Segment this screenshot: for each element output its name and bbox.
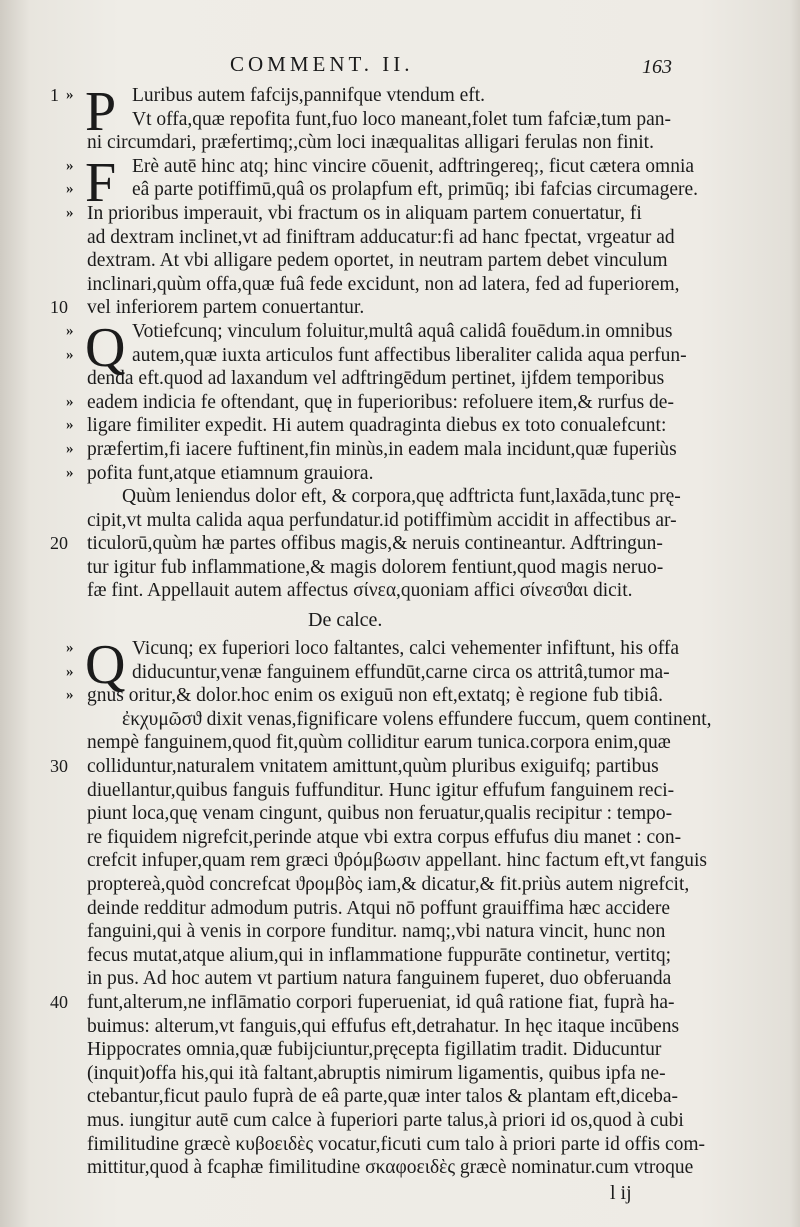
line-number: 40 [50,991,68,1012]
text-line [50,967,690,991]
text-line [50,226,690,250]
line-text: mittitur,quod à fcaphæ fimilitudine σκαφοειδὲς græcè nominatur.cum vtroque [87,1157,694,1179]
line-text: piunt loca,quę venam cingunt, quibus non feruatur,qualis recipitur : tempo- [87,803,673,825]
line-text: tur igitur fub inflammatione,& magis dolorem fentiunt,quod magis neruo- [87,556,664,578]
text-line [50,1015,690,1039]
line-text: mus. iungitur autē cum calce à fuperiori parte talus,à priori id os,quod à cubi [87,1109,684,1131]
line-text: eâ parte potiffimū,quâ os prolapfum eft, primūq; ibi fafcias circumagere. [132,179,699,201]
line-number: 20 [50,533,68,554]
line-text: colliduntur,naturalem vnitatem amittunt,quùm pluribus exiguifq; partibus [87,756,659,778]
text-line [50,367,690,391]
text-line [50,731,690,755]
line-text: gnus oritur,& dolor.hoc enim os exiguū non eft,extatq; è regione fub tibiâ. [87,685,663,707]
line-text: fæ fint. Appellauit autem affectus σίνεα,quoniam affici σίνεσϑαι dicit. [87,580,633,602]
text-line [50,1038,690,1062]
line-text: Quùm leniendus dolor eft, & corpora,quę adftricta funt,laxāda,tunc prę- [122,486,681,508]
drop-capital: F [85,151,117,214]
text-line [50,532,690,556]
text-line [50,273,690,297]
line-text: Erè autē hinc atq; hinc vincire cōuenit, adftringereq;, ficut cætera omnia [132,155,695,177]
text-line [50,708,712,732]
line-text: nempè fanguinem,quod fit,quùm colliditur earum tunica.corpora enim,quæ [87,732,671,754]
line-text: eadem indicia fe oftendant, quę in fuperioribus: refoluere item,& rurfus de- [87,391,674,413]
text-line [50,509,690,533]
line-text: ni circumdari, præfertimq;,cùm loci inæqualitas alligari ferulas non finit. [87,132,654,154]
line-text: dextram. At vbi alligare pedem oportet, in neutram partem debet vinculum [87,250,668,272]
text-line [50,296,690,320]
quotation-mark: » [66,204,74,221]
line-text: cipit,vt multa calida aqua perfundatur.id potiffimùm accidit in affectibus ar- [87,509,677,531]
line-text: (inquit)offa his,qui ità faltant,abruptis nimirum ligamentis, quibus ipfa ne- [87,1062,666,1084]
drop-capital: P [85,81,117,143]
line-text: funt,alterum,ne inflāmatio corpori fuperueniat, id quâ ratione fiat, fuprà ha- [87,991,675,1013]
line-text: fanguini,qui à venis in corpore funditur. namq;,vbi natura vincit, hunc non [87,921,666,943]
text-line [50,779,690,803]
signature-mark [50,1180,690,1206]
paragraph-heel [50,634,712,1180]
quotation-mark: » [66,346,74,363]
text-line [50,414,690,438]
text-line [50,108,690,132]
line-text: buimus: alterum,vt fanguis,qui effufus eft,detrahatur. In hęc itaque incūbens [87,1015,680,1037]
line-text: ctebantur,ficut paulo fuprà de eâ parte,quæ inter talos & plantam eft,diceba- [87,1086,679,1108]
text-line [50,579,690,603]
line-text: ticulorū,quùm hæ partes offibus magis,& neruis contineantur. Adftringun- [87,533,663,555]
text-line [50,873,690,897]
text-line [50,1156,694,1180]
line-text: Vt offa,quæ repofita funt,fuo loco maneant,folet tum fafciæ,tum pan- [132,108,671,130]
line-text: deinde redditur admodum putris. Atqui nō poffunt grauiffima hæc accidere [87,897,671,919]
line-text: autem,quæ iuxta articulos funt affectibus liberaliter calida aqua perfun- [132,344,687,366]
line-text: Luribus autem fafcijs,pannifque vtendum eft. [132,85,486,106]
text-line [50,944,690,968]
paragraph-loosening [50,316,690,603]
text-line [50,684,690,708]
running-head: COMMENT. II. [230,52,414,76]
line-text: ad dextram inclinet,vt ad finiftram adducatur:fi ad hanc fpectat, vrgeatur ad [87,226,675,248]
line-text: re fiquidem nigrefcit,perinde atque vbi extra corpus effufus diu manet : con- [87,826,682,848]
line-text: In prioribus imperauit, vbi fractum os in aliquam partem conuertatur, fi [87,202,642,224]
text-line [50,485,690,509]
quotation-mark: » [66,440,74,457]
quotation-mark: » [66,663,74,680]
line-text: ligare fimiliter expedit. Hi autem quadraginta diebus ex toto conualefcunt: [87,415,667,437]
line-text: Hippocrates omnia,quæ fubijciuntur,pręcepta figillatim tradit. Diducuntur [87,1039,662,1061]
catchword: l ij [610,1181,632,1204]
quotation-mark: » [66,157,74,174]
quotation-mark: » [66,87,74,103]
line-text: diducuntur,venæ fanguinem effundūt,carne circa os attritâ,tumor ma- [132,661,670,683]
drop-capital: Q [85,316,126,379]
text-line [50,249,690,273]
text-line [50,556,690,580]
line-text: pofita funt,atque etiamnum grauiora. [87,462,374,484]
text-line [50,849,708,873]
drop-capital: Q [85,634,126,697]
line-number: 1 [50,85,59,105]
quotation-mark: » [66,181,74,198]
line-text: inclinari,quùm offa,quæ fuâ fede excidunt, non ad latera, fed ad fuperiorem, [87,273,680,295]
line-number: 10 [50,297,68,318]
text-line [50,438,690,462]
quotation-mark: » [66,393,74,410]
text-line [50,391,690,415]
line-text: præfertim,fi iacere fuftinent,fin minùs,in eadem mala incidunt,quæ fuperiùs [87,438,677,460]
page-number: 163 [642,56,672,78]
text-line [50,131,690,155]
text-block [50,81,712,1206]
text-line [50,1109,690,1133]
line-text: Vicunq; ex fuperiori loco faltantes, calci vehementer infiftunt, his offa [132,638,679,660]
text-line [50,920,690,944]
line-text: crefcit infuper,quam rem græci ϑρόμβωσιν appellant. hinc factum eft,vt fanguis [87,850,708,872]
text-line [50,991,690,1015]
heading-text: De calce. [308,609,383,632]
line-text: Votiefcunq; vinculum foluitur,multâ aquâ calidâ fouēdum.in omnibus [132,320,673,342]
text-line [50,755,690,779]
line-text: fecus mutat,atque alium,qui in inflammatione fuppurāte continetur, vertitq; [87,944,672,966]
paragraph-binding [50,151,699,320]
text-line [50,1133,706,1157]
text-line [50,1085,690,1109]
text-line [50,1062,690,1086]
line-text: denda eft.quod ad laxandum vel adftringēdum pertinet, ijfdem temporibus [87,368,665,390]
line-text: ἐκχυμῶσϑ dixit venas,fignificare volens effundere fuccum, quem continent, [122,708,712,730]
text-line [50,202,690,226]
line-text: proptereà,quòd concrefcat ϑρομβὸς iam,& dicatur,& fit.priùs autem nigrefcit, [87,874,690,895]
line-text: vel inferiorem partem conuertantur. [87,297,365,319]
text-line [50,462,690,486]
line-text: diuellantur,quibus fanguis fuffunditur. Hunc igitur effufum fanguinem reci- [87,779,675,801]
page-header [0,52,800,82]
line-text: fimilitudine græcè κυβοειδὲς vocatur,ficuti cum talo à priori parte id offis com- [87,1133,706,1155]
quotation-mark: » [66,322,74,339]
section-heading [50,603,690,637]
text-line [50,826,690,850]
text-line [50,344,690,368]
text-line [50,178,699,202]
paragraph-ligatures [50,81,690,155]
text-line [50,802,690,826]
quotation-mark: » [66,464,74,481]
quotation-mark: » [66,687,74,704]
text-line [50,661,690,685]
quotation-mark: » [66,640,74,657]
text-line [50,897,690,921]
line-number: 30 [50,756,68,777]
quotation-mark: » [66,417,74,434]
line-text: in pus. Ad hoc autem vt partium natura fanguinem fuperet, duo obferuanda [87,968,672,990]
